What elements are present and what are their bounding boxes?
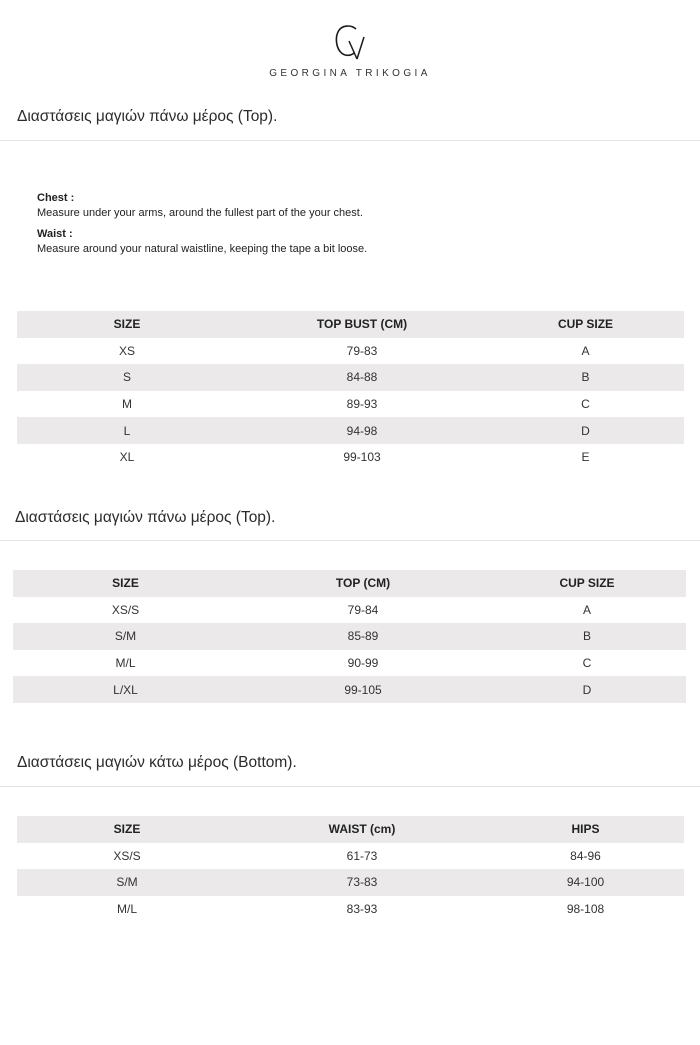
table-cell: B — [581, 370, 590, 385]
brand-logo — [0, 22, 700, 79]
table-row — [13, 597, 686, 624]
table-cell: L/XL — [113, 682, 138, 697]
column-header: TOP BUST (CM) — [316, 317, 408, 332]
table-cell: 84-88 — [346, 370, 378, 385]
table-row — [13, 623, 686, 650]
table-cell: 89-93 — [346, 397, 378, 412]
section-divider — [0, 140, 700, 141]
table-header-row — [17, 816, 684, 843]
note-text: Measure under your arms, around the fullest part of the your chest. — [37, 206, 363, 219]
column-header: HIPS — [571, 822, 600, 837]
table-cell: 79-83 — [346, 343, 378, 358]
table-cell: C — [582, 656, 592, 671]
table-row — [17, 391, 684, 418]
table-cell: 61-73 — [346, 848, 378, 863]
table-header-row — [13, 570, 686, 597]
table-cell: S/M — [116, 875, 138, 890]
table-cell: M/L — [115, 656, 136, 671]
table-cell: 73-83 — [346, 875, 378, 890]
note-waist — [37, 227, 367, 257]
column-header: SIZE — [113, 317, 141, 332]
table-row — [17, 444, 684, 471]
table-row — [17, 338, 684, 365]
section-divider — [0, 540, 700, 541]
measurement-notes — [37, 191, 367, 262]
column-header: WAIST (cm) — [328, 822, 396, 837]
column-header: TOP (CM) — [335, 576, 391, 591]
size-table-top-bust — [17, 311, 684, 471]
table-cell: L — [123, 423, 131, 438]
table-cell: XS — [118, 343, 135, 358]
size-table-top — [13, 570, 686, 703]
table-cell: XS/S — [113, 848, 141, 863]
table-cell: 94-98 — [346, 423, 378, 438]
section-title-top-2: Διαστάσεις μαγιών πάνω μέρος (Top). — [15, 509, 276, 526]
section-divider — [0, 786, 700, 787]
table-cell: S/M — [114, 629, 137, 644]
column-header: SIZE — [113, 822, 141, 837]
table-cell: M — [122, 397, 132, 412]
table-cell: 94-100 — [566, 875, 605, 890]
table-cell: M/L — [116, 902, 137, 917]
note-chest — [37, 191, 367, 221]
table-header-row — [17, 311, 684, 338]
table-row — [17, 896, 684, 923]
table-cell: 84-96 — [570, 848, 601, 863]
note-label: Waist : — [37, 227, 73, 240]
section-title-top: Διαστάσεις μαγιών πάνω μέρος (Top). — [17, 108, 278, 125]
table-cell: 85-89 — [347, 629, 379, 644]
table-cell: E — [581, 450, 590, 465]
table-cell: 99-103 — [343, 450, 381, 465]
table-cell: 98-108 — [566, 902, 605, 917]
table-cell: XL — [119, 450, 135, 465]
table-cell: A — [581, 343, 590, 358]
note-text: Measure around your natural waistline, keeping the tape a bit loose. — [37, 242, 368, 255]
table-row — [13, 676, 686, 703]
size-table-bottom — [17, 816, 684, 922]
g-monogram-icon — [330, 22, 370, 62]
table-row — [17, 364, 684, 391]
table-cell: 90-99 — [347, 656, 379, 671]
table-cell: 99-105 — [344, 682, 382, 697]
table-row — [17, 417, 684, 444]
table-row — [17, 869, 684, 896]
section-title-bottom: Διαστάσεις μαγιών κάτω μέρος (Bottom). — [17, 754, 297, 771]
table-cell: A — [582, 602, 591, 617]
table-row — [13, 650, 686, 677]
table-cell: 83-93 — [346, 902, 378, 917]
table-cell: B — [582, 629, 591, 644]
column-header: SIZE — [112, 576, 139, 591]
table-row — [17, 843, 684, 870]
table-cell: XS/S — [111, 602, 140, 617]
table-cell: D — [582, 682, 592, 697]
column-header: CUP SIZE — [559, 576, 615, 591]
table-cell: 79-84 — [347, 602, 379, 617]
brand-name: GEORGINA TRIKOGIA — [269, 68, 431, 79]
note-label: Chest : — [37, 192, 75, 204]
table-cell: C — [581, 397, 590, 412]
column-header: CUP SIZE — [557, 317, 614, 332]
table-cell: D — [581, 423, 590, 438]
table-cell: S — [122, 370, 131, 385]
